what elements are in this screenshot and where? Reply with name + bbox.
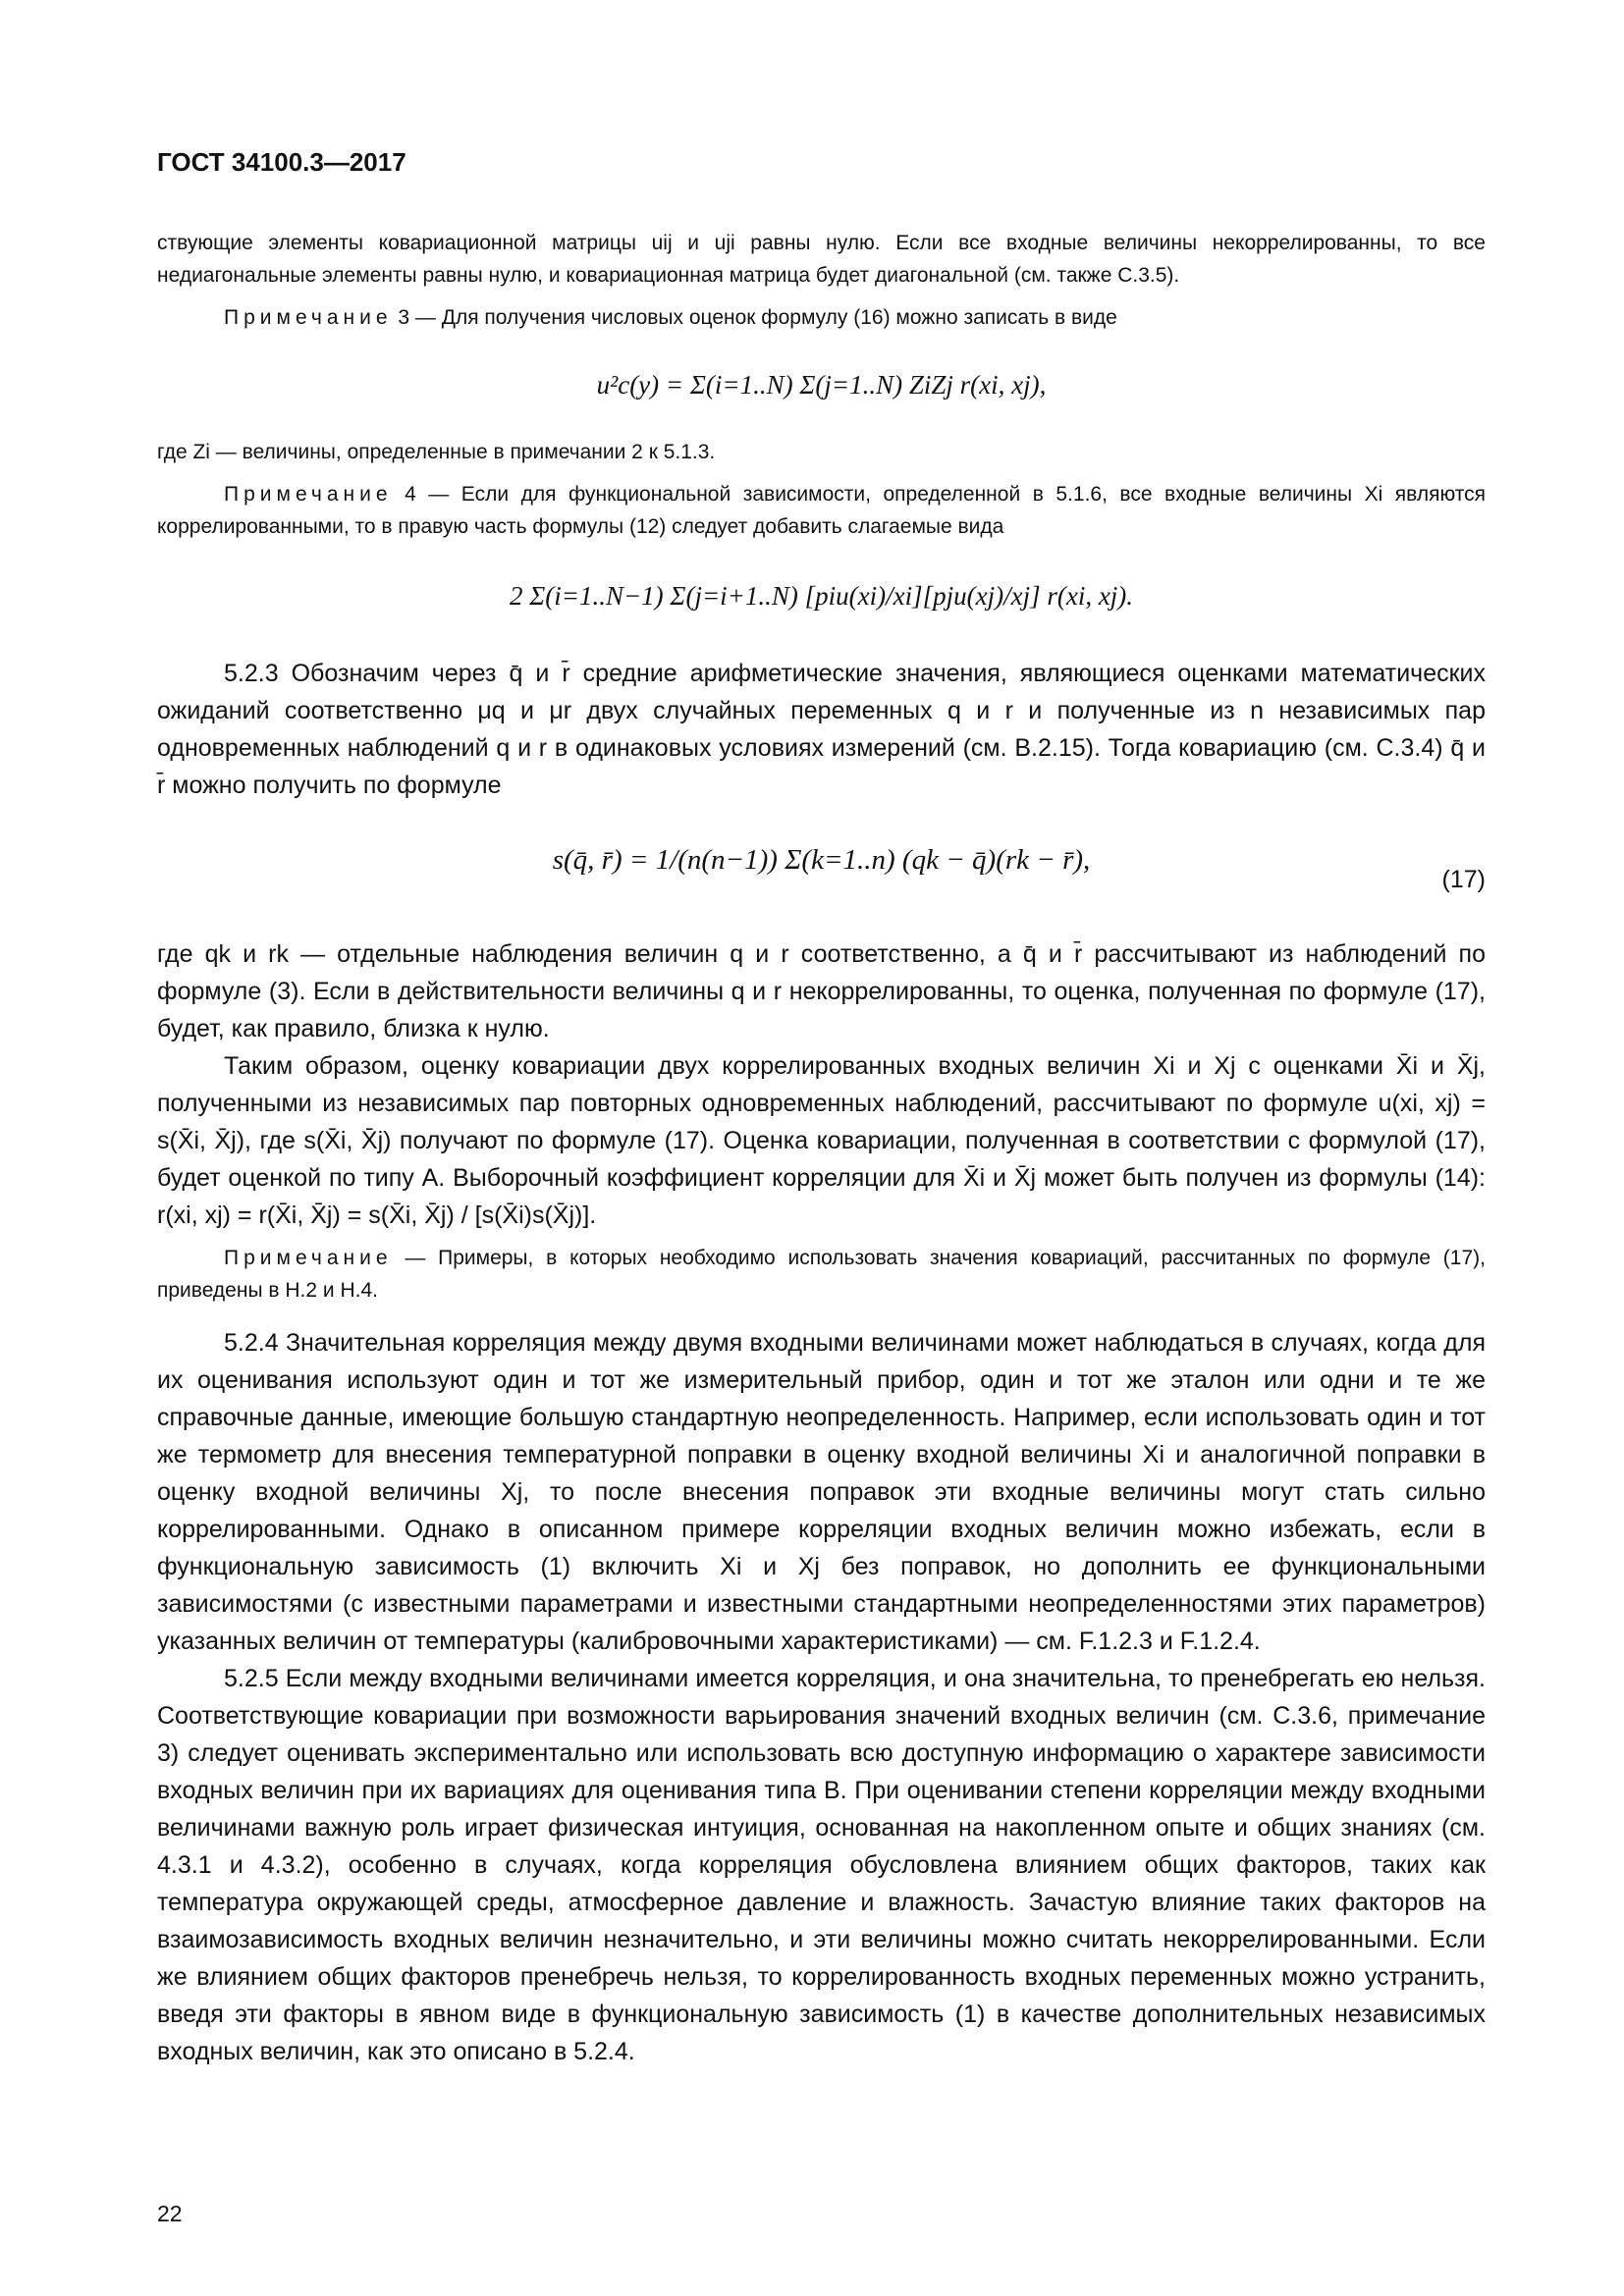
page-number: 22 [157,2201,183,2226]
paragraph-5-2-5: 5.2.5 Если между входными величинами имеется корреляция, и она значительна, то пренебрегать ею нельзя. Соответствующие ковариации при возможности варьирования значений входных величин (см. С.3.6, примечание 3) следует оценивать экспериментально или использовать всю доступную информацию о характере зависимости входных величин при их вариациях для оценивания типа В. При оценивании степени корреляции между входными величинами важную роль играет физическая интуиция, основанная на накопленном опыте и общих знаниях (см. 4.3.1 и 4.3.2), особенно в случаях, когда корреляция обусловлена влиянием общих факторов, таких как температура окружающей среды, атмосферное давление и влажность. Зачастую влияние таких факторов на взаимозависимость входных величин незначительно, и эти величины можно считать некоррелированными. Если же влиянием общих факторов пренебречь нельзя, то коррелированность входных переменных можно устранить, введя эти факторы в явном виде в функциональную зависимость (1) в качестве дополнительных независимых входных величин, как это описано в 5.2.4. [157,1665,1486,2065]
note-text: 4 — Если для функциональной зависимости, определенной в 5.1.6, все входные величины Xi являются коррелированными, то в правую часть формулы (12) следует добавить слагаемые вида [157,483,1486,538]
note-text: 3 — Для получения числовых оценок формулу (16) можно записать в виде [398,306,1117,329]
note-3 [157,301,1486,334]
note-label: Примечание [224,483,393,506]
document-page [157,147,1486,2070]
note-text: — Примеры, в которых необходимо использовать значения ковариаций, рассчитанных по формуле (17), приведены в Н.2 и Н.4. [157,1247,1486,1302]
formula-text: 2 Σ(i=1..N−1) Σ(j=i+1..N) [piu(xi)/xi][pju(xj)/xj] r(xi, xj). [509,581,1134,611]
formula-note3 [157,346,1486,424]
formula-text: u²c(y) = Σ(i=1..N) Σ(j=1..N) ZiZj r(xi, xj), [596,370,1047,400]
note-last [157,1242,1486,1307]
paragraph-top: ствующие элементы ковариационной матрицы uij и uji равны нулю. Если все входные величины некоррелированны, то все недиагональные элементы равны нулю, и ковариационная матрица будет диагональной (см. также С.3.5). [157,232,1486,287]
note-label: Примечание [224,1247,393,1269]
equation-number: (17) [1441,866,1486,893]
document-header: ГОСТ 34100.3—2017 [157,147,406,177]
note-4 [157,478,1486,543]
formula-17 [157,816,1486,924]
note-label: Примечание [224,306,393,329]
paragraph-thus: Таким образом, оценку ковариации двух коррелированных входных величин Xi и Xj с оценками X̄i и X̄j, полученными из независимых пар повторных одновременных наблюдений, рассчитывают по формуле u(xi, xj) = s(X̄i, X̄j), где s(X̄i, X̄j) получают по формуле (17). Оценка ковариации, полученная в соответствии с формулой (17), будет оценкой по типу А. Выборочный коэффициент корреляции для X̄i и X̄j может быть получен из формулы (14): r(xi, xj) = r(X̄i, X̄j) = s(X̄i, X̄j) / [s(X̄i)s(X̄j)]. [157,1052,1486,1229]
paragraph-after-17: где qk и rk — отдельные наблюдения величин q и r соответственно, а q̄ и r̄ рассчитывают из наблюдений по формуле (3). Если в действительности величины q и r некоррелированны, то оценка, полученная по формуле (17), будет, как правило, близка к нулю. [157,940,1486,1042]
note-3-after: где Zi — величины, определенные в примечании 2 к 5.1.3. [157,441,716,463]
formula-text: s(q̄, r̄) = 1/(n(n−1)) Σ(k=1..n) (qk − q̄)(rk − r̄), [552,844,1091,876]
paragraph-5-2-3: 5.2.3 Обозначим через q̄ и r̄ средние арифметические значения, являющиеся оценками математических ожиданий соответственно μq и μr двух случайных переменных q и r и полученные из n независимых пар одновременных наблюдений q и r в одинаковых условиях измерений (см. В.2.15). Тогда ковариацию (см. С.3.4) q̄ и r̄ можно получить по формуле [157,660,1486,799]
paragraph-5-2-4: 5.2.4 Значительная корреляция между двумя входными величинами может наблюдаться в случаях, когда для их оценивания используют один и тот же измерительный прибор, один и тот же эталон или одни и те же справочные данные, имеющие большую стандартную неопределенность. Например, если использовать один и тот же термометр для внесения температурной поправки в оценку входной величины Xi и аналогичной поправки в оценку входной величины Xj, то после внесения поправок эти входные величины могут стать сильно коррелированными. Однако в описанном примере корреляции входных величин можно избежать, если в функциональную зависимость (1) включить Xi и Xj без поправок, но дополнить ее функциональными зависимостями (с известными параметрами и известными стандартными неопределенностями этих параметров) указанных величин от температуры (калибровочными характеристиками) — см. F.1.2.3 и F.1.2.4. [157,1329,1486,1655]
formula-note4 [157,555,1486,637]
